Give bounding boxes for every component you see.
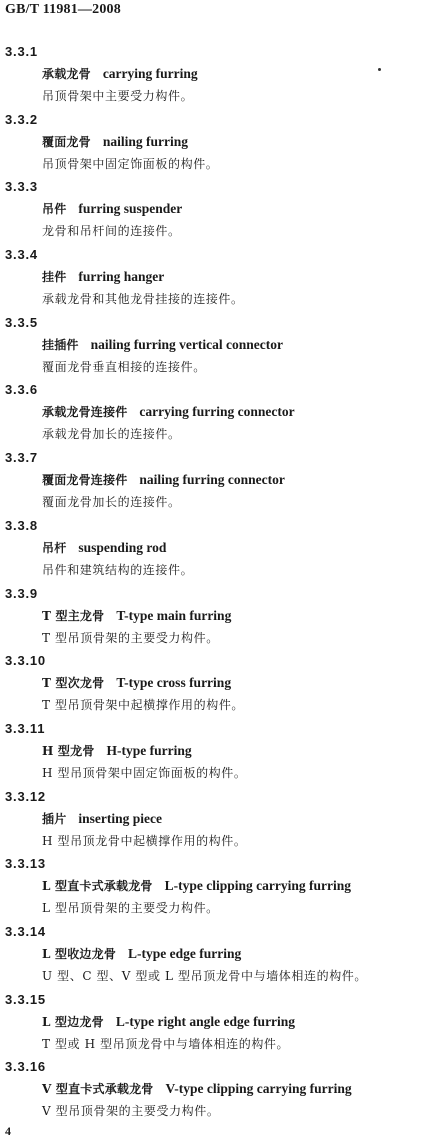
term-definition: H 型吊顶龙骨中起横撑作用的构件。 [42, 833, 247, 848]
term-chinese: 承载龙骨连接件 [42, 405, 128, 420]
term-english: carrying furring connector [139, 404, 295, 420]
term-chinese: L 型边龙骨 [42, 1014, 104, 1029]
term-chinese: 挂插件 [42, 337, 79, 352]
entry-number: 3.3.15 [5, 991, 46, 1007]
entry-number: 3.3.10 [5, 653, 46, 669]
term-english: T-type main furring [116, 607, 232, 623]
entry-number: 3.3.8 [5, 517, 38, 533]
term-chinese: 覆面龙骨 [42, 134, 91, 149]
term-english: V-type clipping carrying furring [165, 1081, 352, 1097]
term-line [42, 401, 295, 423]
term-line [42, 63, 198, 85]
term-english: suspending rod [78, 539, 167, 555]
entry-number: 3.3.14 [5, 923, 46, 939]
term-entry [0, 515, 437, 583]
term-definition: 覆面龙骨垂直相接的连接件。 [42, 359, 206, 374]
term-english: carrying furring [102, 66, 198, 81]
term-english: furring suspender [78, 201, 183, 217]
standard-code-header: GB/T 11981—2008 [5, 2, 121, 17]
term-definition: 龙骨和吊杆间的连接件。 [42, 224, 181, 239]
term-line [42, 131, 188, 153]
term-entry [0, 109, 437, 177]
entry-number: 3.3.3 [5, 179, 38, 195]
term-entry [0, 41, 437, 109]
entry-number: 3.3.16 [5, 1059, 46, 1075]
term-entry [0, 176, 437, 244]
term-entry [0, 447, 437, 515]
term-definition: T 型吊顶骨架的主要受力构件。 [42, 630, 219, 645]
entry-number: 3.3.12 [5, 788, 46, 804]
entry-number: 3.3.1 [5, 44, 38, 59]
term-definition: 吊顶骨架中主要受力构件。 [42, 89, 194, 103]
entry-number: 3.3.6 [5, 382, 38, 398]
term-entry [0, 1056, 437, 1124]
term-entry [0, 853, 437, 921]
term-line [42, 1011, 295, 1033]
term-entry [0, 786, 437, 854]
term-entry [0, 718, 437, 786]
entry-number: 3.3.2 [5, 111, 38, 127]
term-entry [0, 921, 437, 989]
entry-number: 3.3.13 [5, 856, 46, 872]
term-line [42, 1078, 352, 1100]
term-entry [0, 312, 437, 380]
entry-number: 3.3.9 [5, 585, 38, 601]
term-line [42, 875, 351, 897]
term-definition: 承载龙骨加长的连接件。 [42, 427, 181, 442]
term-entry [0, 583, 437, 651]
term-english: L-type edge furring [128, 945, 242, 961]
term-line [42, 740, 192, 762]
term-definition: 吊顶骨架中固定饰面板的构件。 [42, 156, 219, 171]
term-definition: T 型吊顶骨架中起横撑作用的构件。 [42, 698, 245, 713]
term-line [42, 672, 231, 694]
page-number: 4 [5, 1124, 11, 1138]
term-english: furring hanger [78, 269, 165, 285]
entry-number: 3.3.4 [5, 247, 38, 263]
term-definition: 承载龙骨和其他龙骨挂接的连接件。 [42, 292, 244, 307]
term-entry [0, 650, 437, 718]
term-english: nailing furring vertical connector [90, 336, 283, 352]
term-chinese: L 型收边龙骨 [42, 946, 117, 961]
entry-number: 3.3.11 [5, 720, 46, 736]
term-entry [0, 244, 437, 312]
term-english: inserting piece [78, 810, 163, 826]
entry-number: 3.3.5 [5, 314, 38, 330]
term-english: T-type cross furring [116, 675, 232, 691]
term-definition: H 型吊顶骨架中固定饰面板的构件。 [42, 765, 247, 780]
term-entry [0, 379, 437, 447]
term-chinese: T 型次龙骨 [42, 676, 105, 691]
term-definition: T 型或 H 型吊顶龙骨中与墙体相连的构件。 [42, 1036, 290, 1051]
term-line [42, 537, 166, 559]
terms-list [0, 41, 437, 1124]
term-chinese: T 型主龙骨 [42, 608, 105, 623]
term-definition: 吊件和建筑结构的连接件。 [42, 562, 194, 577]
term-line [42, 943, 241, 965]
term-line [42, 605, 231, 627]
term-definition: V 型吊顶骨架的主要受力构件。 [42, 1104, 220, 1119]
term-chinese: 挂件 [42, 270, 67, 285]
term-english: L-type clipping carrying furring [164, 878, 351, 894]
entry-number: 3.3.7 [5, 450, 38, 466]
term-chinese: L 型直卡式承载龙骨 [42, 879, 153, 894]
term-definition: 覆面龙骨加长的连接件。 [42, 495, 181, 510]
term-english: nailing furring connector [139, 472, 285, 488]
term-line [42, 808, 162, 830]
term-entry [0, 989, 437, 1057]
term-line [42, 469, 285, 491]
term-definition: U 型、C 型、V 型或 L 型吊顶龙骨中与墙体相连的构件。 [42, 968, 368, 983]
term-chinese: V 型直卡式承载龙骨 [42, 1082, 154, 1097]
term-chinese: 覆面龙骨连接件 [42, 473, 128, 488]
term-chinese: 吊杆 [42, 540, 67, 555]
term-chinese: 插片 [42, 811, 67, 826]
term-definition: L 型吊顶骨架的主要受力构件。 [42, 901, 219, 916]
term-line [42, 198, 182, 220]
term-line [42, 266, 164, 288]
term-english: H-type furring [106, 742, 192, 758]
term-chinese: H 型龙骨 [42, 743, 95, 758]
term-chinese: 承载龙骨 [42, 67, 91, 81]
term-english: nailing furring [102, 133, 188, 149]
term-line [42, 334, 283, 356]
term-english: L-type right angle edge furring [115, 1013, 296, 1029]
term-chinese: 吊件 [42, 202, 67, 217]
